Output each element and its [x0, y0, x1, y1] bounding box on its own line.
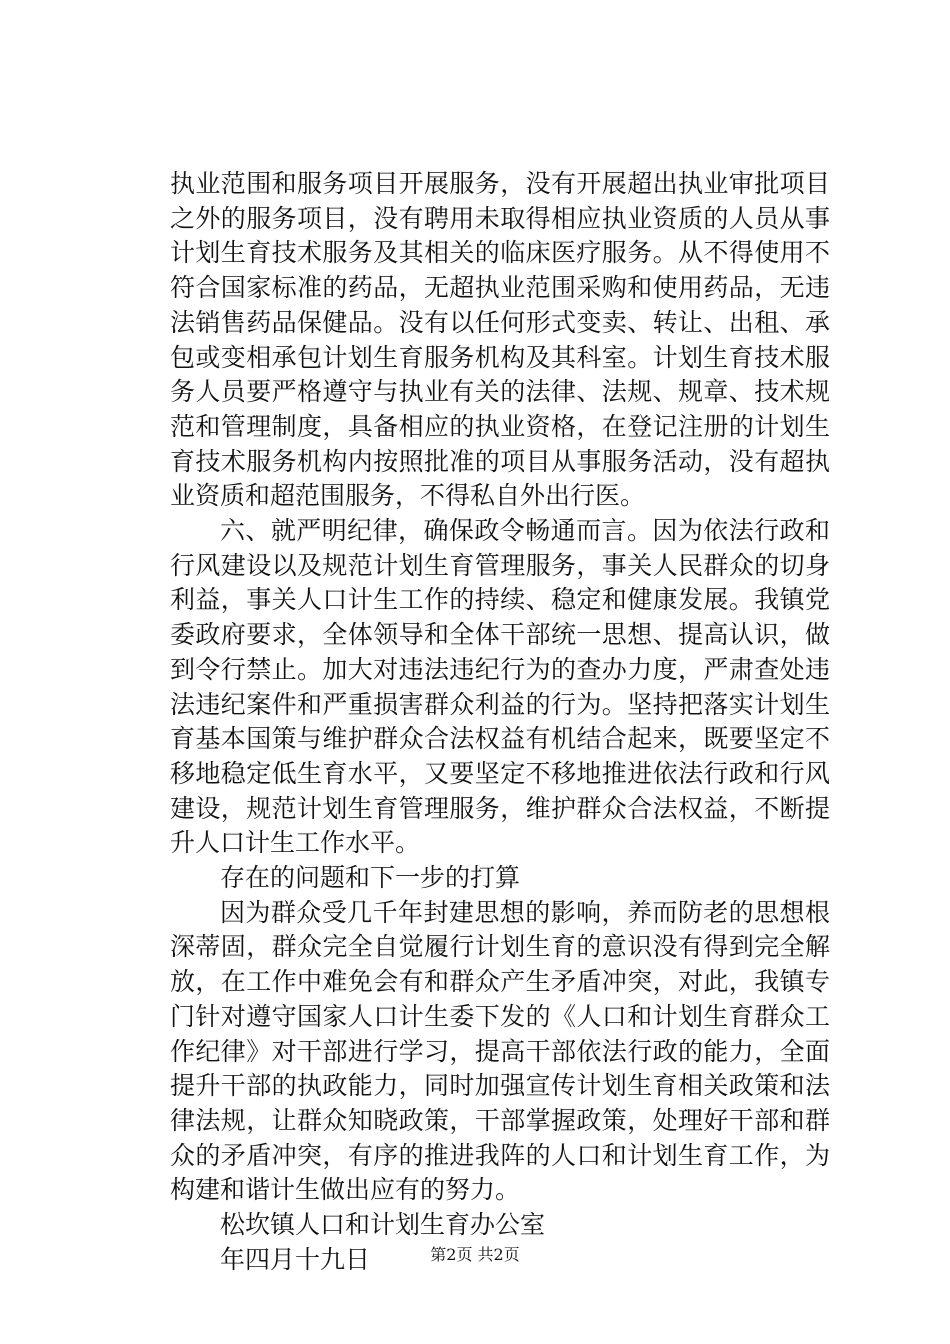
paragraph-continuation: 执业范围和服务项目开展服务，没有开展超出执业审批项目之外的服务项目，没有聘用未取得相应执业资质的人员从事计划生育技术服务及其相关的临床医疗服务。从不得使用不符合国家标准的药品，无超执业范围采购和使用药品，无违法销售药品保健品。没有以任何形式变卖、转让、出租、承包或变相承包计划生育服务机构及其科室。计划生育技术服务人员要严格遵守与执业有关的法律、法规、规章、技术规范和管理制度，具备相应的执业资格，在登记注册的计划生育技术服务机构内按照批准的项目从事服务活动，没有超执业资质和超范围服务，不得私自外出行医。 — [170, 169, 830, 511]
signature-date: 年四月十九日 — [220, 1244, 371, 1274]
section-heading-problems: 存在的问题和下一步的打算 — [220, 863, 521, 893]
document-body — [170, 167, 830, 1278]
page-number-footer: 第2页 共2页 — [430, 1245, 520, 1264]
paragraph-section-six: 六、就严明纪律，确保政令畅通而言。因为依法行政和行风建设以及规范计划生育管理服务，事关人民群众的切身利益，事关人口计生工作的持续、稳定和健康发展。我镇党委政府要求，全体领导和全体干部统一思想、提高认识，做到令行禁止。加大对违法违纪行为的查办力度，严肃查处违法违纪案件和严重损害群众利益的行为。坚持把落实计划生育基本国策与维护群众合法权益有机结合起来，既要坚定不移地稳定低生育水平，又要坚定不移地推进依法行政和行风建设，规范计划生育管理服务，维护群众合法权益，不断提升人口计生工作水平。 — [170, 516, 830, 858]
paragraph-problems: 因为群众受几千年封建思想的影响，养而防老的思想根深蒂固，群众完全自觉履行计划生育的意识没有得到完全解放，在工作中难免会有和群众产生矛盾冲突，对此，我镇专门针对遵守国家人口计生委下发的《人口和计划生育群众工作纪律》对干部进行学习，提高干部依法行政的能力，全面提升干部的执政能力，同时加强宣传计划生育相关政策和法律法规，让群众知晓政策，干部掌握政策，处理好干部和群众的矛盾冲突，有序的推进我阵的人口和计划生育工作，为构建和谐计生做出应有的努力。 — [170, 897, 830, 1205]
signature-office: 松坎镇人口和计划生育办公室 — [220, 1210, 546, 1240]
